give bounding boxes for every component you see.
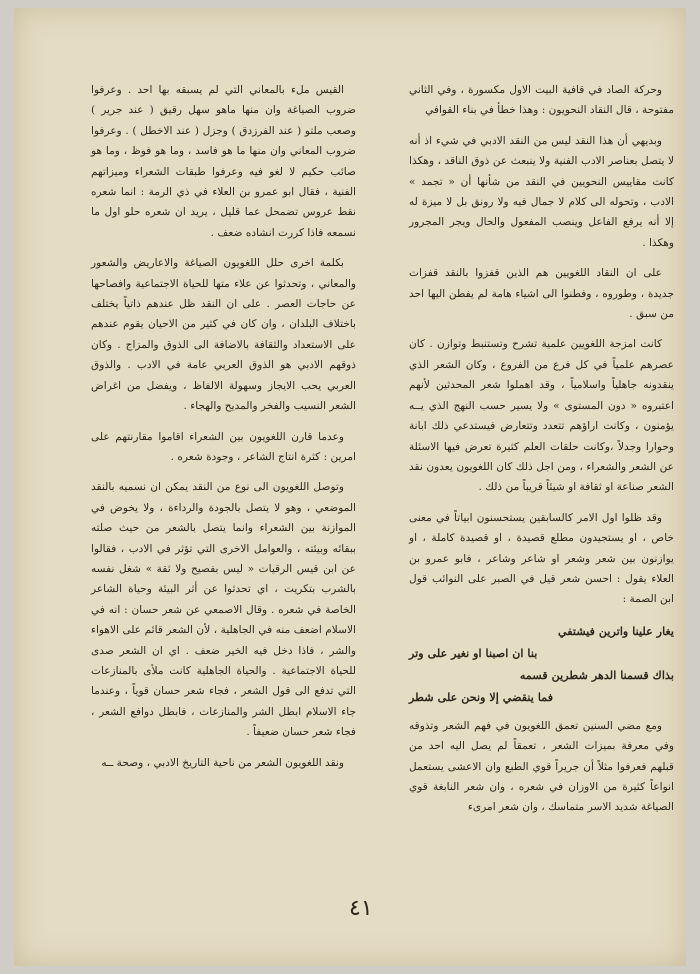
- document-page: [14, 8, 686, 966]
- poem-hemistich: يغار علينا واترين فيشتفي: [557, 623, 674, 638]
- poem-hemistich: بنا ان اصبنا او نغير على وتر: [409, 645, 538, 660]
- paragraph: وتوصل اللغويون الى نوع من النقد يمكن ان نسميه بالنقد الموضعي ، وهو لا يتصل بالجودة والرداءة ، ولا يخوض في الموازنة بين الشعراء وانما يتصل بالشعر من حيث صلته ببقائه وبيئته ، والعوامل الاخرى التي تؤثر في الادب ، فقالوا عن ابن قيس الرقيات « ليس بفصيح ولا ثقة » شغل نفسه بالشرب بتكريت ، اي تحدثوا عن أثر البيئة وحياة الشاعر الخاصة في شعره . وقال الاصمعي عن شعر حسان : انه في الاسلام اضعف منه في الجاهلية ، لأن الشعر قائم على الاهواء والشر ، فاذا دخل فيه الخير ضعف . اي ان الشعر صدى للحياة الاجتماعية . والحياة الجاهلية كانت ملأى بالمنازعات التي تدفع الى قول الشعر ، فجاء شعر حسان قوياً ، وعندما جاء الاسلام ابطل الشر والمنازعات ، فابطل دوافع الشعر ، فجاء شعر حسان ضعيفاً .: [91, 481, 356, 739]
- paragraph: وقد ظلوا اول الامر كالسابقين يستحسنون ابياتاً في معنى خاص ، او يستجيدون مطلع قصيدة ، او قصيدة كاملة ، او يوازنون بين شعر وشعر او شاعر وشاعر ، فابو عمرو بن العلاء يقول : احسن شعر قيل في الصبر على النوائب قول ابن الصمة :: [409, 511, 674, 606]
- poem: [409, 620, 674, 708]
- page-number: ٤١: [349, 896, 373, 921]
- paragraph: كانت امزجة اللغويين علمية تشرح وتستنبط وتوازن . كان عصرهم علمياً في كل فرع من الفروع ، وكان الشعر الذي ينقدونه جاهلياً واسلامياً ، وقد اهملوا شعر المحدثين لأنهم اعتبروه « دون المستوى » ولا يسير حسب النهج الذي يــه يؤمنون ، وكانت اراؤهم تتعدد وتتعارض فيستدعي ذلك ابانة وحوارا وجدلاً ،وكانت حلقات العلم كثيرة تعرض فيها الاسئلة عن الشعر والشعراء ، ومن اجل ذلك كان اللغويون يعدون نقد الشعر صناعة او ثقافة او شيئاً قريباً من ذلك .: [409, 338, 674, 494]
- paragraph: وبديهي أن هذا النقد ليس من النقد الادبي في شيء اذ أنه لا يتصل بعناصر الادب الفنية ولا ينبعث عن ذوق الناقد ، وهكذا كانت مقاييس النحويين في النقد من شأنها أن « تجمد » الادب ، وتحوله الى كلام لا جمال فيه ولا رونق بل لا ميزة له إلا أنه يرفع الفاعل وينصب المفعول والحال ويجر المجرور وهكذا .: [409, 134, 674, 249]
- paragraph: وحركة الصاد في قافية البيت الاول مكسورة ، وفي الثاني مفتوحة ، قال النقاد النحويون : وهذا خطأ في بناء القوافي: [409, 84, 674, 117]
- poem-hemistich: بذاك قسمنا الدهر شطرين قسمه: [519, 667, 674, 682]
- paragraph: بكلمة اخرى حلل اللغويون الصياغة والاعاريض والشعور والمعاني ، وتحدثوا عن علاء متها للحياة الاجتماعية وافصاحها عن حاجات العصر . على ان النقد ظل عندهم ذاتياً يختلف باختلاف البلدان ، وان كان في كثير من الاحيان يقوم عندهم على الاستعداد والثقافة بالاضافة الى الذوق والمزاج . وكان ذوقهم الادبي هو الذوق العربي عامة في الادب . والذوق العربي يحب الايجاز وسهولة الالفاظ ، ويفضل من اغراض الشعر النسيب والفخر والمديح والهجاء .: [91, 257, 356, 413]
- paragraph: وعدما قارن اللغويون بين الشعراء اقاموا مقارنتهم على امرين : كثرة انتاج الشاعر ، وجودة شعره .: [91, 430, 356, 463]
- poem-hemistich: فما ينقضي إلا ونحن على شطر: [409, 689, 554, 704]
- paragraph: على ان النقاد اللغويين هم الذين قفزوا بالنقد قفزات جديدة ، وطوروه ، وفطنوا الى اشياء هامة لم يفطن اليها احد من سبق .: [409, 267, 674, 321]
- paragraph: ومع مضي السنين تعمق اللغويون في فهم الشعر وتذوقه وفي معرفة بميزات الشعر ، تعمقاً لم يصل اليه احد من قبلهم فعرفوا مثلاً أن جريراً قوي الطبع وان الاعشى يستعمل انواعاً كثيرة من الاوزان في شعره ، وان شعر النابغة قوي الصياغة شديد الاسر متماسك ، وان شعر امرىء: [409, 719, 674, 814]
- left-column: [91, 80, 356, 783]
- paragraph: ونقد اللغويون الشعر من ناحية التاريخ الادبي ، وصحة ــه: [101, 756, 344, 769]
- right-column: [409, 80, 674, 828]
- paragraph: القيس ملء بالمعاني التي لم يسبقه بها احد . وعرفوا ضروب الصياغة وان منها ماهو سهل رقيق ( عند جرير ) وصعب ملتو ( عند الفرزدق ) وجزل ( عند الاخطل ) . وعرفوا ضروب المعاني وان منها ما هو فاسد ، وما هو فوظ ، وما هو صائب حكيم لا لغو فيه وعرفوا طبقات الشعراء وميزاتهم الفنية ، فقال ابو عمرو بن العلاء في ذي الرمة : انما شعره نقط عروس تضمحل عما قليل ، يريد ان شعره حلو اول ما نسمعه فاذا كررت انشاده ضعف .: [91, 84, 356, 239]
